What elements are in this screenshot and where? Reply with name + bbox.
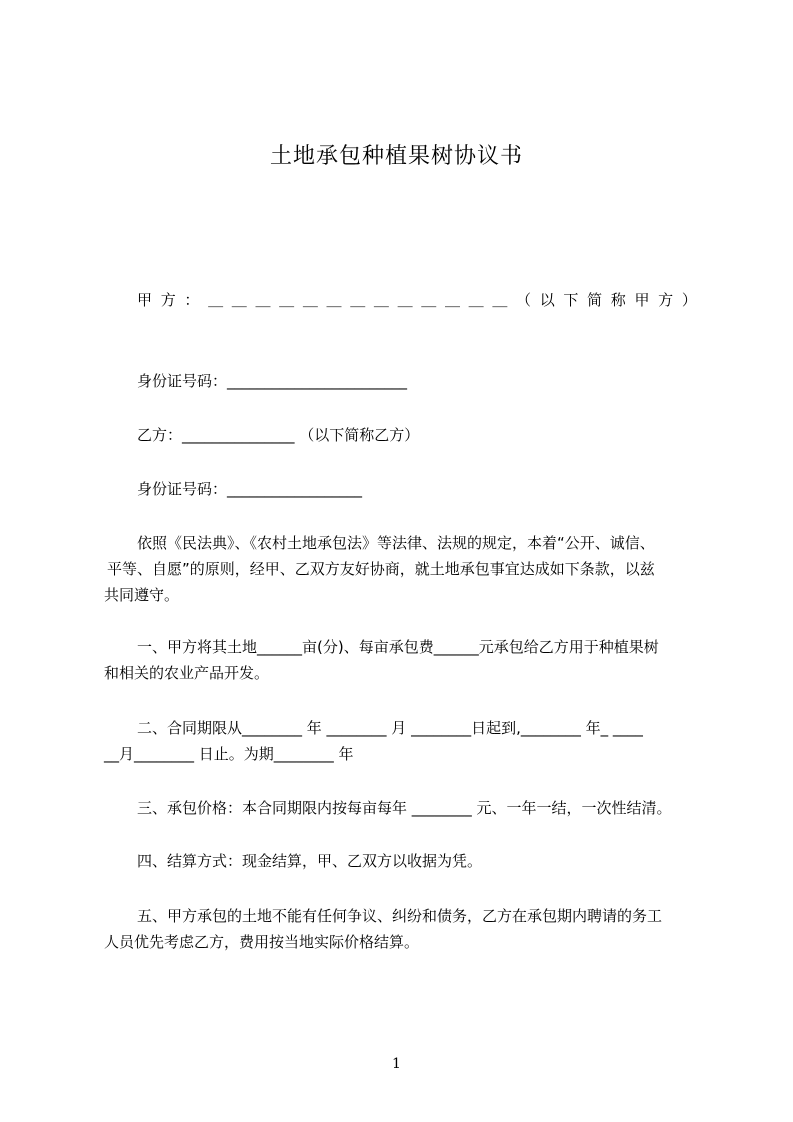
clause-1-line-2: 和相关的农业产品开发。: [104, 664, 270, 682]
intro-line-3: 共同遵守。: [104, 586, 180, 604]
party-b-id-line: 身份证号码：__________________: [137, 480, 363, 498]
party-b-line: 乙方：_______________ （以下简称乙方）: [137, 426, 420, 444]
intro-line-2: 平等、自愿”的原则，经甲、乙双方友好协商，就土地承包事宜达成如下条款，以兹: [107, 560, 655, 578]
party-a-char: 方: [658, 291, 674, 309]
clause-1-line-1: 一、甲方将其土地______亩(分)、每亩承包费______元承包给乙方用于种植果树: [137, 638, 659, 656]
party-a-char: 下: [563, 291, 579, 309]
party-a-char: ＿: [397, 291, 413, 309]
party-a-char: ）: [681, 291, 697, 309]
party-a-char: 甲: [634, 291, 650, 309]
party-a-char: ＿: [302, 291, 318, 309]
party-a-char: ＿: [231, 291, 247, 309]
clause-5-line-1: 五、甲方承包的土地不能有任何争议、纠纷和债务，乙方在承包期内聘请的务工: [137, 907, 663, 925]
party-a-char: 称: [610, 291, 626, 309]
clause-5-line-2: 人员优先考虑乙方，费用按当地实际价格结算。: [104, 933, 420, 951]
party-a-char: （: [516, 291, 532, 309]
party-a-char: ＿: [492, 291, 508, 309]
clause-3: 三、承包价格：本合同期限内按每亩每年 ________ 元、一年一结，一次性结清。: [137, 799, 672, 817]
clause-2-line-1: 二、合同期限从________ 年 ________ 月 ________日起到,________ 年_ ____: [137, 719, 643, 737]
party-a-id-line: 身份证号码：________________________: [137, 372, 408, 390]
party-a-char: ＿: [468, 291, 484, 309]
party-a-char: ＿: [421, 291, 437, 309]
party-a-char: ＿: [279, 291, 295, 309]
clause-4: 四、结算方式：现金结算，甲、乙双方以收据为凭。: [137, 852, 483, 870]
party-a-char: 甲: [137, 291, 153, 309]
party-a-char: 简: [587, 291, 603, 309]
party-a-char: ＿: [326, 291, 342, 309]
party-a-char: ＿: [255, 291, 271, 309]
party-a-char: ＿: [208, 291, 224, 309]
clause-2-line-2: __月________ 日止。为期________ 年: [104, 745, 354, 763]
party-a-char: 以: [539, 291, 555, 309]
intro-line-1: 依照《民法典》、《农村土地承包法》等法律、法规的规定，本着“公开、诚信、: [137, 534, 655, 552]
party-a-char: ＿: [350, 291, 366, 309]
page-number: 1: [392, 1056, 401, 1072]
party-a-line: [137, 289, 697, 311]
document-title: 土地承包种植果树协议书: [269, 144, 523, 169]
party-a-char: 方: [160, 291, 176, 309]
party-a-char: ＿: [444, 291, 460, 309]
party-a-char: ：: [184, 291, 200, 309]
party-a-char: ＿: [373, 291, 389, 309]
